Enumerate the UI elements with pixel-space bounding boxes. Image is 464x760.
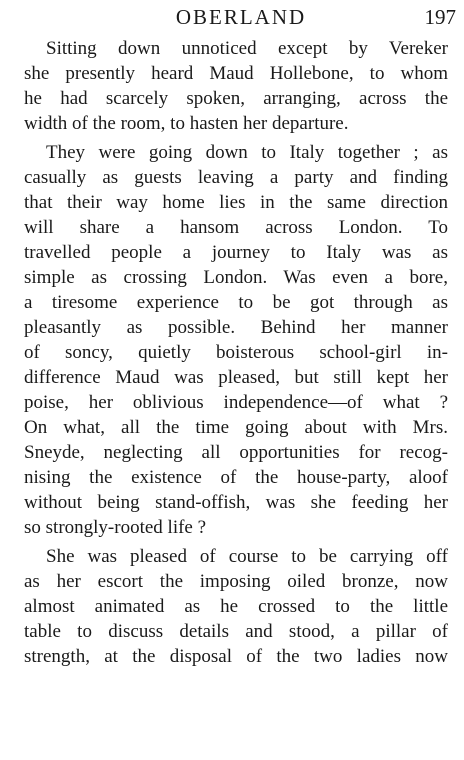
text-line: casually as guests leaving a party and finding xyxy=(24,167,448,188)
text-line: nising the existence of the house-party, aloof xyxy=(24,467,448,488)
text-line: She was pleased of course to be carrying off xyxy=(46,546,448,567)
running-title: OBERLAND xyxy=(175,5,307,29)
paragraph-2 xyxy=(24,140,448,540)
paragraph-1 xyxy=(24,36,448,136)
text-line: will share a hansom across London. To xyxy=(24,217,448,238)
text-line: difference Maud was pleased, but still kept her xyxy=(24,367,448,388)
text-line: that their way home lies in the same direction xyxy=(24,192,448,213)
text-line: a tiresome experience to be got through as xyxy=(24,292,448,313)
text-line: as her escort the imposing oiled bronze, now xyxy=(24,571,448,592)
text-line: pleasantly as possible. Behind her manner xyxy=(24,317,448,338)
body-text xyxy=(24,36,448,669)
text-line: simple as crossing London. Was even a bore, xyxy=(24,267,448,288)
text-line: width of the room, to hasten her departure. xyxy=(24,113,349,134)
text-line: almost animated as he crossed to the little xyxy=(24,596,448,617)
text-line: table to discuss details and stood, a pillar of xyxy=(24,621,448,642)
text-line: strength, at the disposal of the two ladies now xyxy=(24,646,448,667)
text-line: she presently heard Maud Hollebone, to whom xyxy=(24,63,448,84)
text-line: Sitting down unnoticed except by Vereker xyxy=(46,38,448,59)
text-line: On what, all the time going about with Mrs. xyxy=(24,417,448,438)
running-head xyxy=(26,4,456,30)
text-line: of soncy, quietly boisterous school-girl in- xyxy=(24,342,448,363)
text-line: without being stand-offish, was she feeding her xyxy=(24,492,448,513)
paragraph-3 xyxy=(24,544,448,669)
text-line: he had scarcely spoken, arranging, across the xyxy=(24,88,448,109)
text-line: They were going down to Italy together ; as xyxy=(46,142,448,163)
text-line: Sneyde, neglecting all opportunities for recog- xyxy=(24,442,448,463)
page-number: 197 xyxy=(424,5,456,29)
text-line: poise, her oblivious independence—of what ? xyxy=(24,392,448,413)
text-line: travelled people a journey to Italy was as xyxy=(24,242,448,263)
text-line: so strongly-rooted life ? xyxy=(24,517,207,538)
